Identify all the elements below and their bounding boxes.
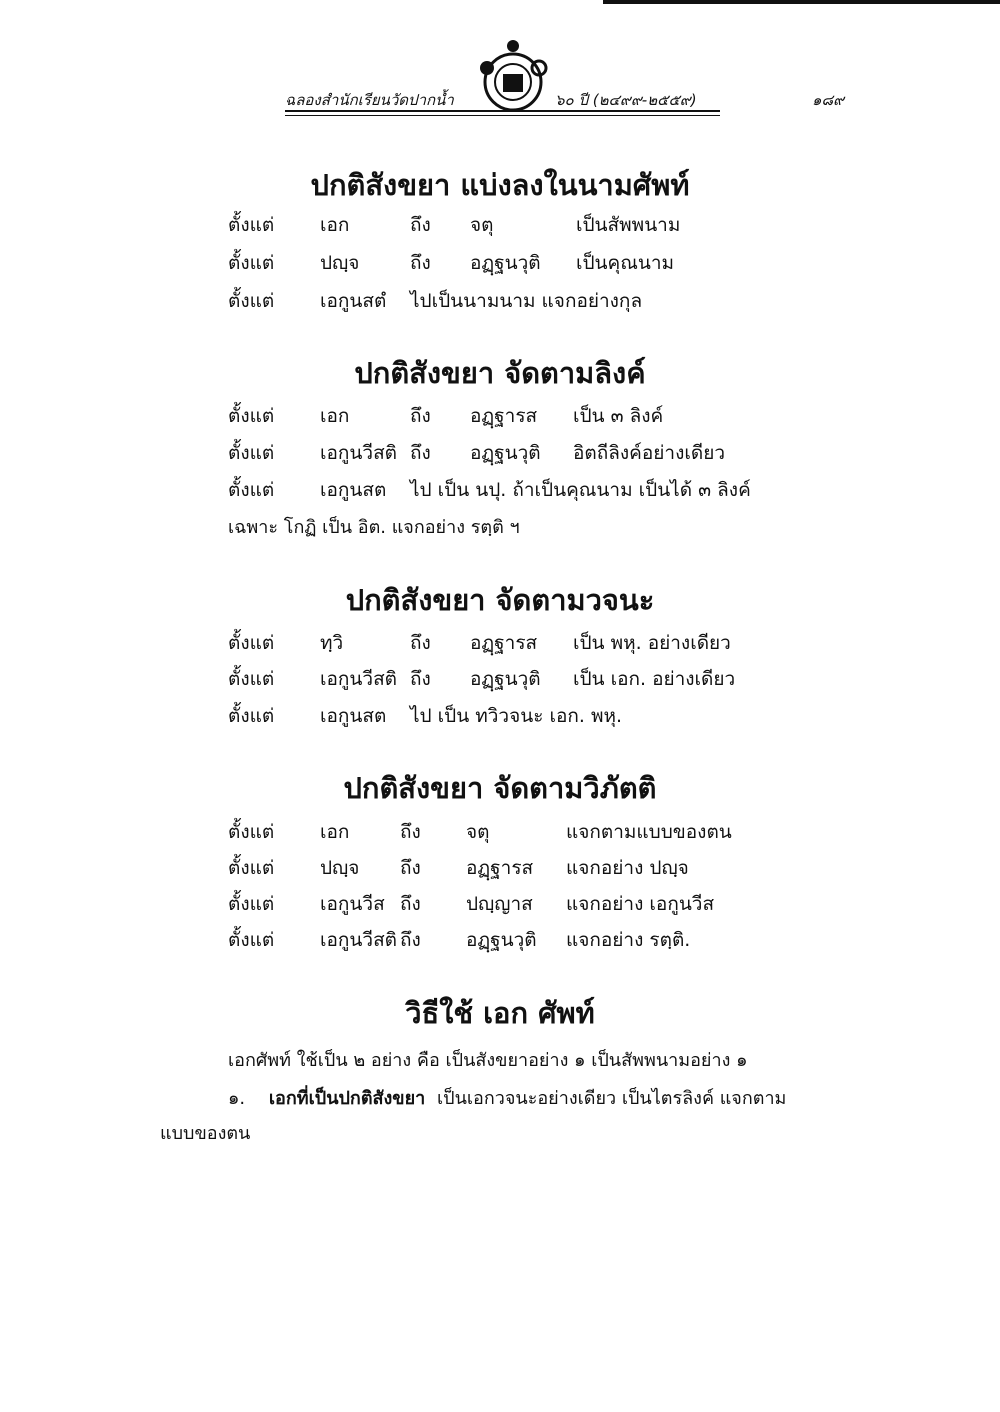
header-right-text: ๖๐ ปี (๒๔๙๙-๒๕๕๙)	[555, 91, 697, 109]
body-paragraph-continuation: แบบของตน	[160, 1123, 251, 1144]
emblem-icon	[473, 38, 553, 118]
section-title: ปกติสังขยา แบ่งลงในนามศัพท์	[310, 168, 690, 202]
header-rule-thin	[285, 115, 720, 116]
list-item-text: เป็นเอกวจนะอย่างเดียว เป็นไตรลิงค์ แจกตาม	[436, 1088, 787, 1109]
top-edge-bar	[603, 0, 1000, 4]
page-number: ๑๘๙	[812, 91, 845, 109]
section-title: ปกติสังขยา จัดตามวิภัตติ	[343, 771, 657, 805]
section-title: ปกติสังขยา จัดตามลิงค์	[354, 356, 646, 390]
list-item	[228, 1083, 786, 1112]
header-rule	[285, 110, 720, 112]
header-left-text: ฉลองสำนักเรียนวัดปากน้ำ	[285, 91, 454, 109]
section-title: วิธีใช้ เอก ศัพท์	[405, 996, 595, 1030]
list-item-heading: เอกที่เป็นปกติสังขยา	[268, 1088, 426, 1109]
page-header	[285, 38, 875, 118]
body-paragraph: เอกศัพท์ ใช้เป็น ๒ อย่าง คือ เป็นสังขยาอย่าง ๑ เป็นสัพพนามอย่าง ๑	[228, 1050, 748, 1071]
section-title: ปกติสังขยา จัดตามวจนะ	[345, 583, 655, 617]
section-note: เฉพาะ โกฏิ เป็น อิต. แจกอย่าง รตฺติ ฯ	[228, 517, 520, 538]
list-item-number: ๑.	[228, 1088, 246, 1109]
